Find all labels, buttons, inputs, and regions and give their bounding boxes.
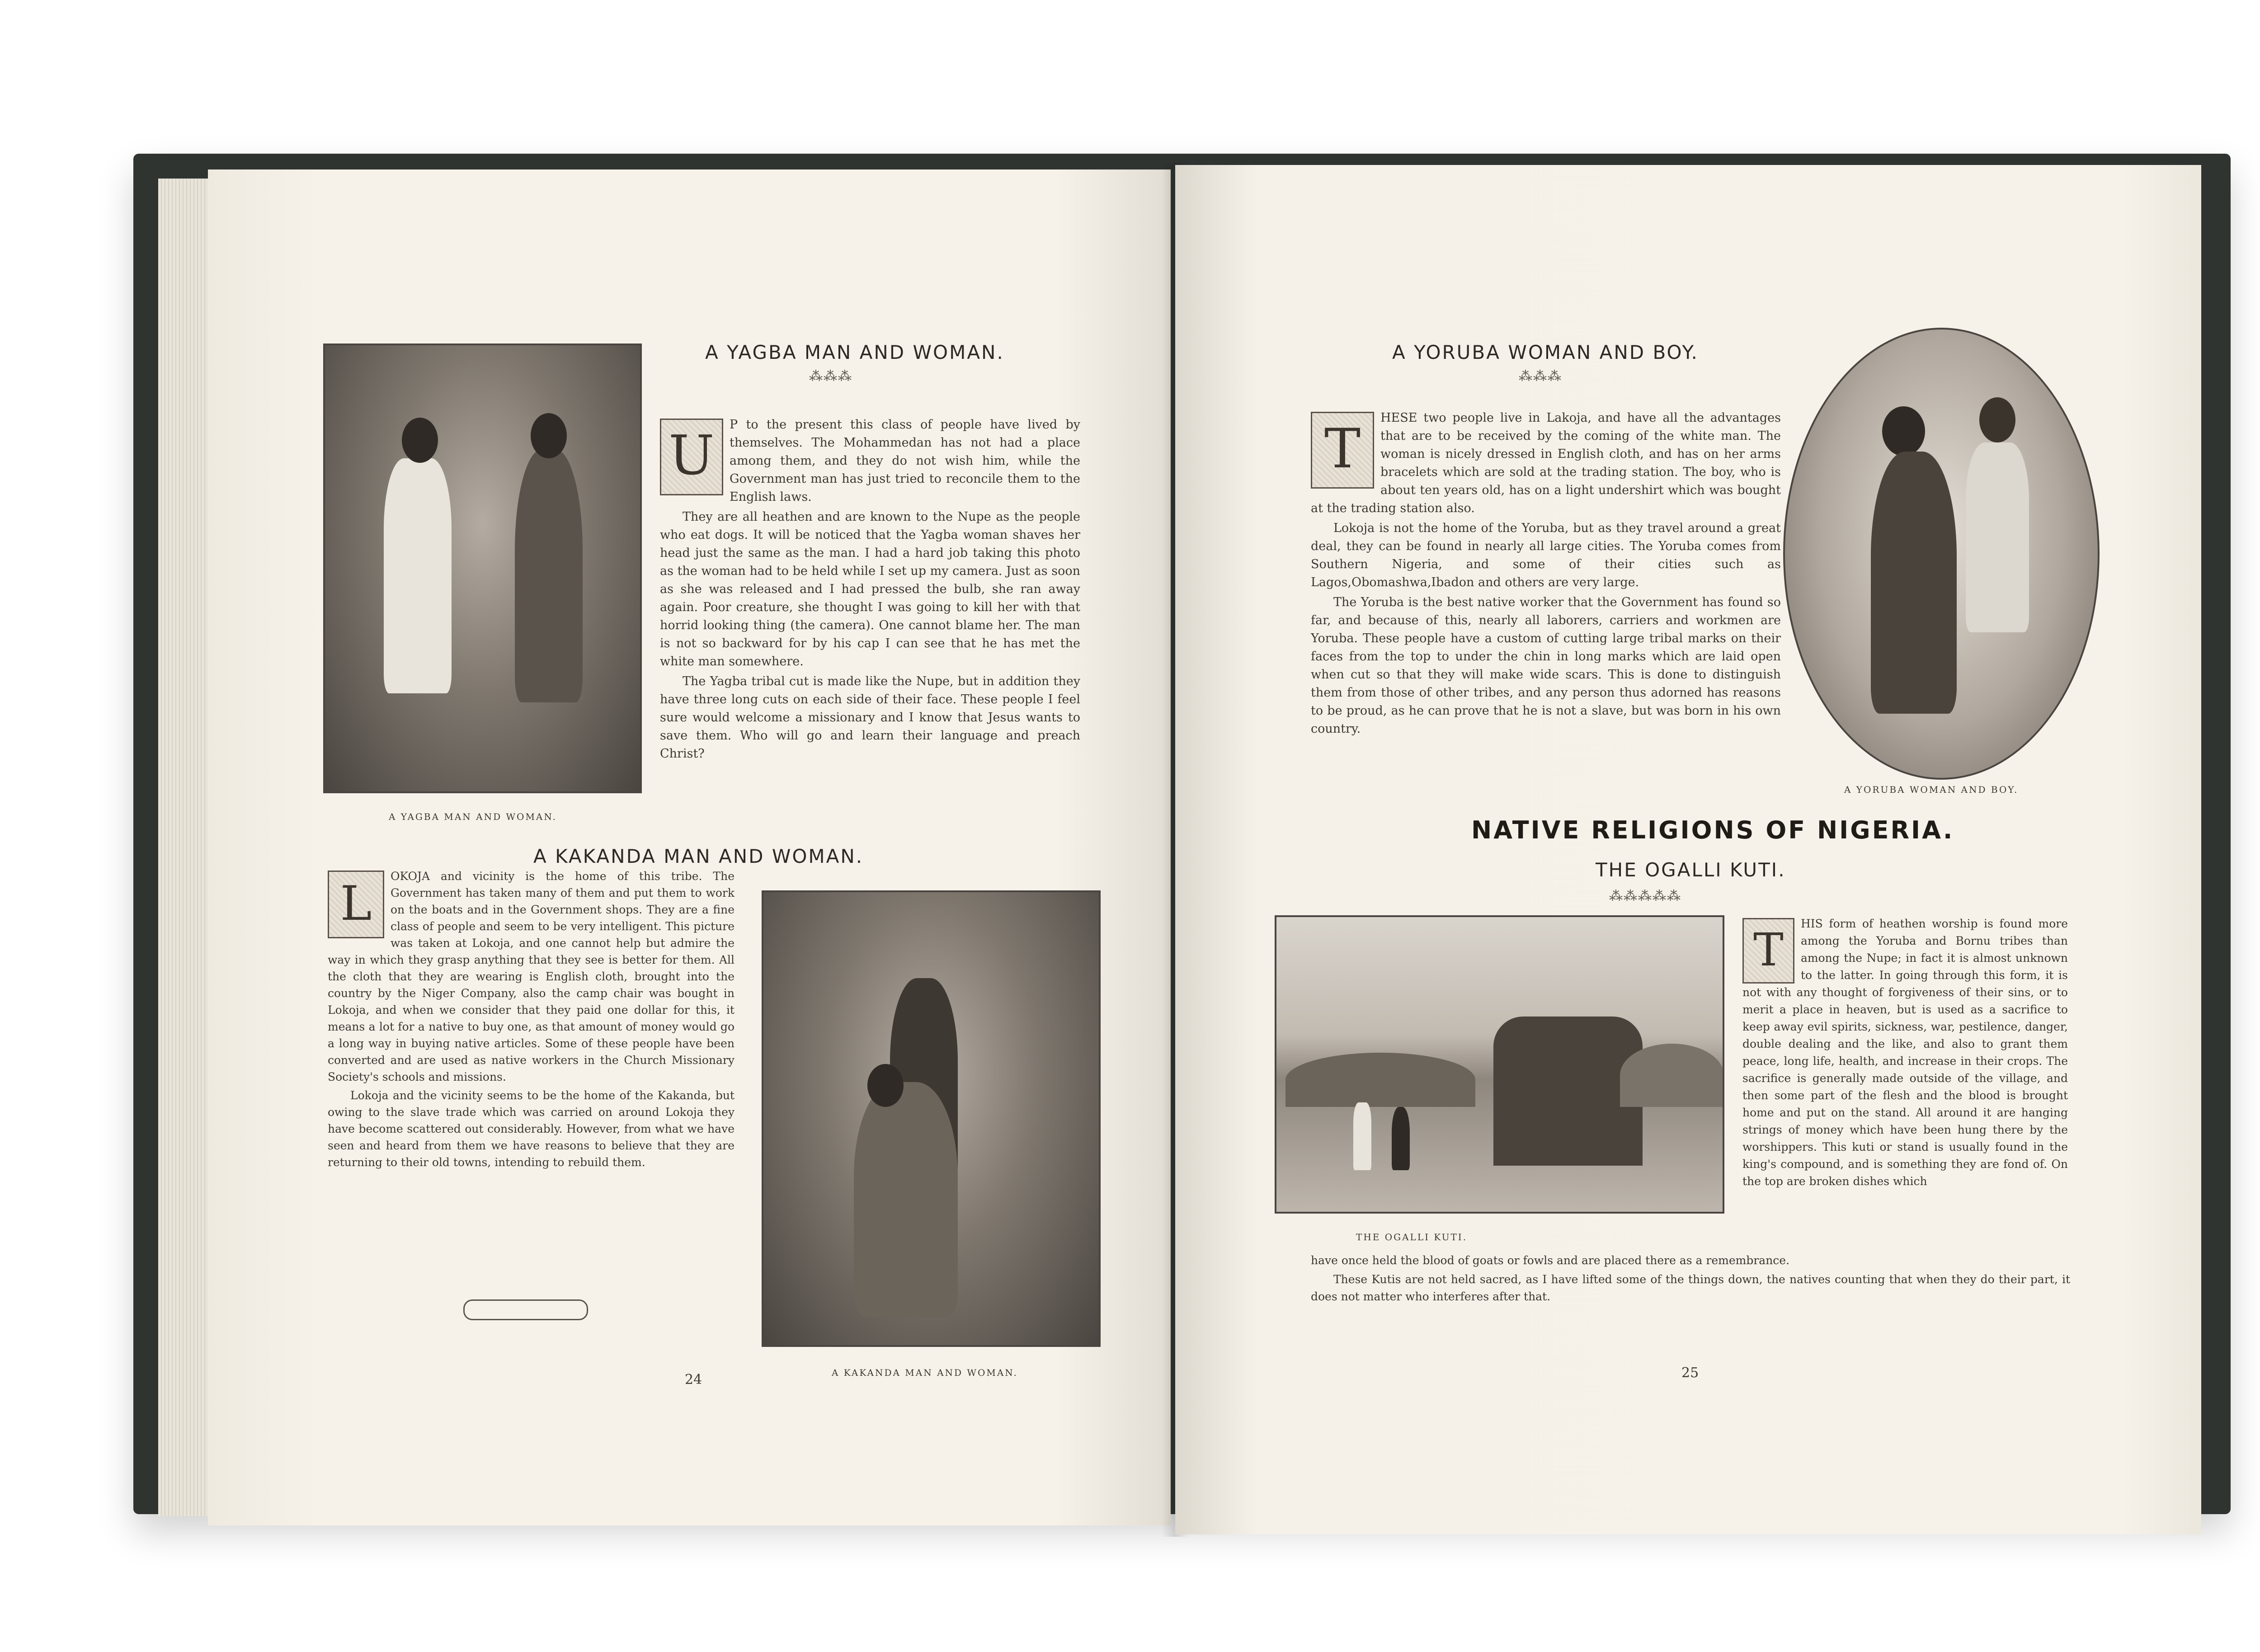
- dropcap: U: [660, 419, 723, 495]
- page-number: 24: [685, 1372, 702, 1388]
- ogalli-caption: THE OGALLI KUTI.: [1356, 1232, 1468, 1243]
- kakanda-text: [328, 868, 734, 1172]
- scroll-ornament: [463, 1299, 588, 1320]
- yagba-text: [660, 416, 1080, 765]
- ornament: ⁂⁂⁂: [1519, 368, 1562, 384]
- dropcap: T: [1311, 412, 1374, 489]
- kakanda-photo: [762, 890, 1101, 1347]
- yoruba-photo: [1783, 328, 2100, 780]
- ornament: ⁂⁂⁂⁂⁂: [1609, 888, 1681, 904]
- paragraph: The Yoruba is the best native worker that the Government has found so far, and because of this, nearly all laborers, carriers and workmen are Yoruba. These people have a custom of cutting large tribal marks on their faces from the top to under the chin in long marks which are laid open when cut so that they will make wide scars. This is done to distinguish them from those of other tribes, and any person thus adorned has reasons to be proud, as he can prove that he is not a slave, but was born in his own country.: [1311, 595, 1781, 736]
- paragraph: HIS form of heathen worship is found more among the Yoruba and Bornu tribes than among the Nupe; in fact it is almost unknown to the latter. In going through this form, it is not with any thought of forgiveness of their sins, or to merit a place in heaven, but is used as a sacrifice to keep away evil spirits, sickness, war, pestilence, danger, double dealing and the like, and also to grant them peace, long life, health, and increase in their crops. The sacrifice is generally made outside of the village, and then some part of the flesh and the blood is brought home and put on the stand. All around it are hanging strings of money which have been hung there by the worshippers. This kuti or stand is usually found in the king's compound, and is something they are fond of. On the top are broken dishes which: [1742, 917, 2068, 1188]
- paragraph: OKOJA and vicinity is the home of this tribe. The Government has taken many of them and put them to work on the boats and in the Government shops. They are a fine class of people and seem to be very intelligent. This picture was taken at Lokoja, and one cannot help but admire the way in which they grasp anything that they see is better for them. All the cloth that they are wearing is English cloth, brought into the country by the Niger Company, also the camp chair was bought in Lokoja, and when we consider that they paid one dollar for this, it means a lot for a native to buy one, as that amount of money would go a long way in buying native articles. Some of these people have been converted and are used as native workers in the Church Missionary Society's schools and missions.: [328, 870, 734, 1083]
- dropcap: T: [1742, 918, 1794, 984]
- right-page: [1175, 165, 2201, 1534]
- religions-heading: NATIVE RELIGIONS OF NIGERIA.: [1471, 816, 1954, 844]
- yagba-heading: A YAGBA MAN AND WOMAN.: [705, 341, 1004, 363]
- dropcap: L: [328, 871, 384, 938]
- page-edges: [158, 179, 212, 1516]
- ogalli-text: [1742, 915, 2068, 1192]
- ogalli-continuation: [1311, 1252, 2070, 1307]
- paragraph: Lokoja is not the home of the Yoruba, but as they travel around a great deal, they can be found in nearly all large cities. The Yoruba comes from Southern Nigeria, and some of their cities such as Lagos,Obomashwa,Ibadon and others are very large.: [1311, 521, 1781, 589]
- page-number: 25: [1681, 1365, 1699, 1381]
- ornament: ⁂⁂⁂: [809, 368, 852, 384]
- kakanda-heading: A KAKANDA MAN AND WOMAN.: [533, 845, 864, 867]
- yagba-caption: A YAGBA MAN AND WOMAN.: [389, 811, 557, 822]
- ogalli-kuti-photo: [1275, 915, 1724, 1214]
- paragraph: Lokoja and the vicinity seems to be the home of the Kakanda, but owing to the slave trade which was carried on around Lokoja they have become scattered out considerably. However, from what we have seen and heard from them we have reasons to believe that they are returning to their old towns, intending to rebuild them.: [328, 1089, 734, 1169]
- yagba-photo: [323, 344, 642, 793]
- paragraph: P to the present this class of people have lived by themselves. The Mohammedan has not had a place among them, and they do not wish him, while the Government man has just tried to reconcile them to the English laws.: [730, 418, 1080, 504]
- ogalli-heading: THE OGALLI KUTI.: [1596, 859, 1786, 881]
- yoruba-heading: A YORUBA WOMAN AND BOY.: [1392, 341, 1699, 363]
- paragraph: HESE two people live in Lakoja, and have all the advantages that are to be received by the coming of the white man. The woman is nicely dressed in English cloth, and has on her arms bracelets which are sold at the trading station. The boy, who is about ten years old, has on a light undershirt which was bought at the trading station also.: [1311, 411, 1781, 515]
- left-page: [208, 169, 1171, 1525]
- paragraph: These Kutis are not held sacred, as I have lifted some of the things down, the natives counting that when they do their part, it does not matter who interferes after that.: [1311, 1273, 2070, 1303]
- kakanda-caption: A KAKANDA MAN AND WOMAN.: [832, 1367, 1018, 1378]
- paragraph: The Yagba tribal cut is made like the Nupe, but in addition they have three long cuts on each side of their face. These people I feel sure would welcome a missionary and I know that Jesus wants to save them. Who will go and learn their language and preach Christ?: [660, 674, 1080, 761]
- yoruba-text: [1311, 409, 1781, 740]
- paragraph: They are all heathen and are known to the Nupe as the people who eat dogs. It will be noticed that the Yagba woman shaves her head just the same as the man. I had a hard job taking this photo as the woman had to be held while I set up my camera. Just as soon as she was released and I had pressed the bulb, she ran away again. Poor creature, she thought I was going to kill her with that horrid looking thing (the camera). One cannot blame her. The man is not so backward for by his cap I can see that he has met the white man somewhere.: [660, 510, 1080, 668]
- yoruba-caption: A YORUBA WOMAN AND BOY.: [1844, 784, 2019, 795]
- paragraph: have once held the blood of goats or fowls and are placed there as a remembrance.: [1311, 1254, 1790, 1267]
